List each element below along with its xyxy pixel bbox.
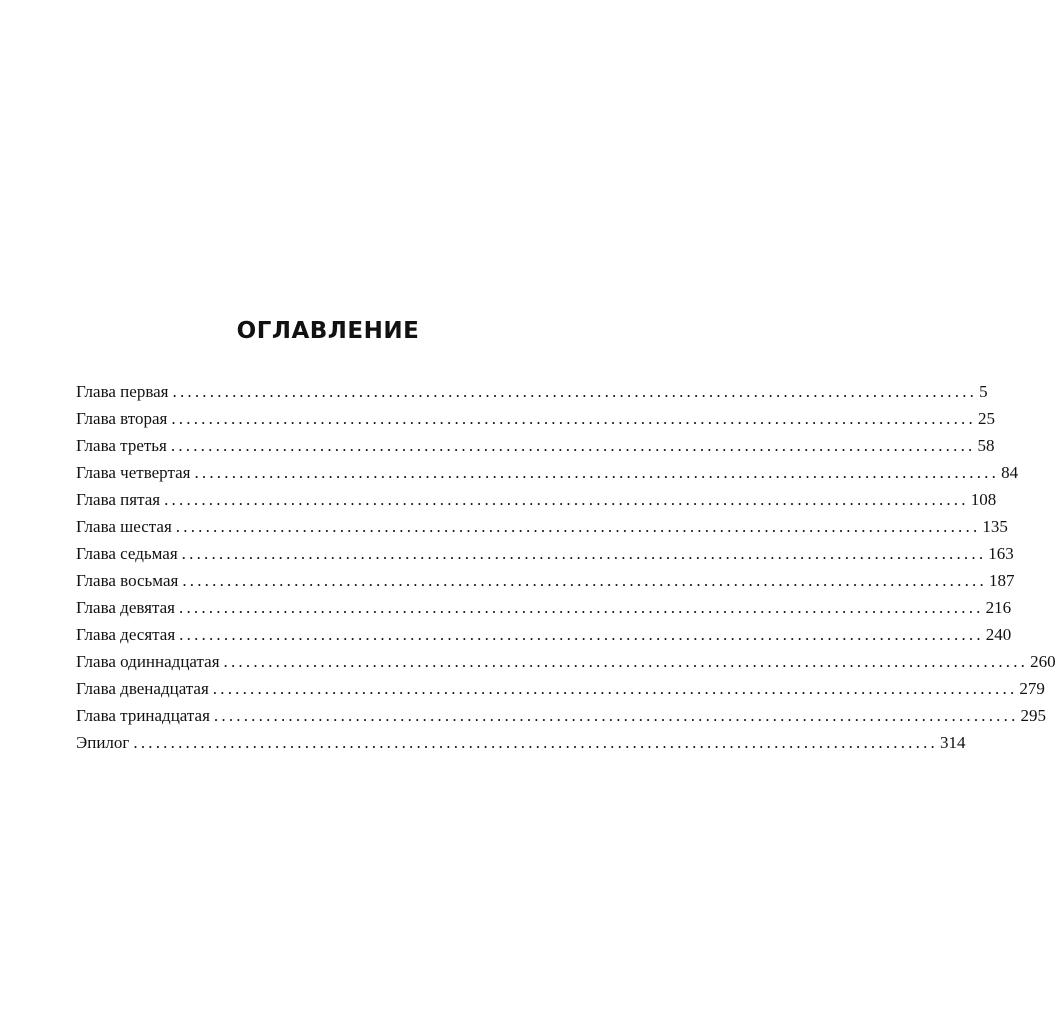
toc-dot-leader: ............................................................................................................ [175, 517, 981, 536]
toc-dot-leader: ............................................................................................................ [213, 706, 1019, 725]
toc-entry-page: 314 [939, 733, 966, 752]
toc-entry [76, 432, 995, 459]
toc-entry-label: Глава десятая [76, 625, 176, 644]
toc-list [76, 378, 1056, 756]
toc-entry [76, 621, 1012, 648]
toc-entry-page: 163 [988, 544, 1014, 563]
toc-dot-leader: ............................................................................................................ [170, 436, 976, 455]
toc-entry-page: 216 [985, 598, 1012, 617]
toc-dot-leader: ............................................................................................................ [182, 571, 987, 590]
toc-entry-label: Эпилог [76, 733, 130, 752]
toc-entry-label: Глава шестая [76, 517, 172, 536]
toc-entry-label: Глава вторая [76, 409, 168, 428]
toc-entry [76, 486, 997, 513]
toc-entry [76, 459, 1019, 486]
toc-dot-leader: ............................................................................................................ [194, 463, 1000, 482]
toc-entry-label: Глава четвертая [76, 463, 191, 482]
toc-entry-page: 260 [1030, 652, 1056, 671]
toc-entry-label: Глава тринадцатая [76, 706, 210, 725]
toc-dot-leader: ............................................................................................................ [171, 409, 976, 428]
toc-dot-leader: ............................................................................................................ [164, 490, 969, 509]
toc-entry [76, 675, 1045, 702]
toc-entry-label: Глава одиннадцатая [76, 652, 220, 671]
toc-entry-label: Глава пятая [76, 490, 161, 509]
toc-entry-label: Глава третья [76, 436, 167, 455]
toc-entry-page: 135 [982, 517, 1008, 536]
toc-dot-leader: ............................................................................................................ [172, 382, 978, 401]
toc-entry-page: 295 [1020, 706, 1047, 725]
toc-entry [76, 378, 988, 405]
toc-entry-page: 84 [1001, 463, 1019, 482]
toc-entry-page: 5 [979, 382, 988, 401]
toc-entry [76, 648, 1056, 675]
toc-entry [76, 513, 1008, 540]
toc-entry-label: Глава седьмая [76, 544, 178, 563]
toc-entry [76, 594, 1012, 621]
toc-title: ОГЛАВЛЕНИЕ [236, 318, 420, 344]
toc-dot-leader: ............................................................................................................ [179, 625, 984, 644]
toc-entry-page: 240 [985, 625, 1012, 644]
toc-entry-page: 25 [977, 409, 995, 428]
toc-dot-leader: ............................................................................................................ [133, 733, 938, 752]
toc-entry [76, 540, 1014, 567]
toc-dot-leader: ............................................................................................................ [223, 652, 1029, 671]
toc-entry-label: Глава восьмая [76, 571, 179, 590]
toc-entry-label: Глава двенадцатая [76, 679, 209, 698]
toc-dot-leader: ............................................................................................................ [181, 544, 987, 563]
toc-entry-label: Глава девятая [76, 598, 175, 617]
toc-entry-page: 108 [970, 490, 997, 509]
toc-entry [76, 729, 966, 756]
toc-entry [76, 567, 1015, 594]
toc-entry-page: 58 [977, 436, 995, 455]
toc-entry-page: 187 [988, 571, 1015, 590]
toc-entry-label: Глава первая [76, 382, 169, 401]
toc-dot-leader: ............................................................................................................ [212, 679, 1018, 698]
toc-dot-leader: ............................................................................................................ [179, 598, 984, 617]
toc-entry [76, 405, 995, 432]
toc-entry-page: 279 [1019, 679, 1045, 698]
toc-entry [76, 702, 1047, 729]
